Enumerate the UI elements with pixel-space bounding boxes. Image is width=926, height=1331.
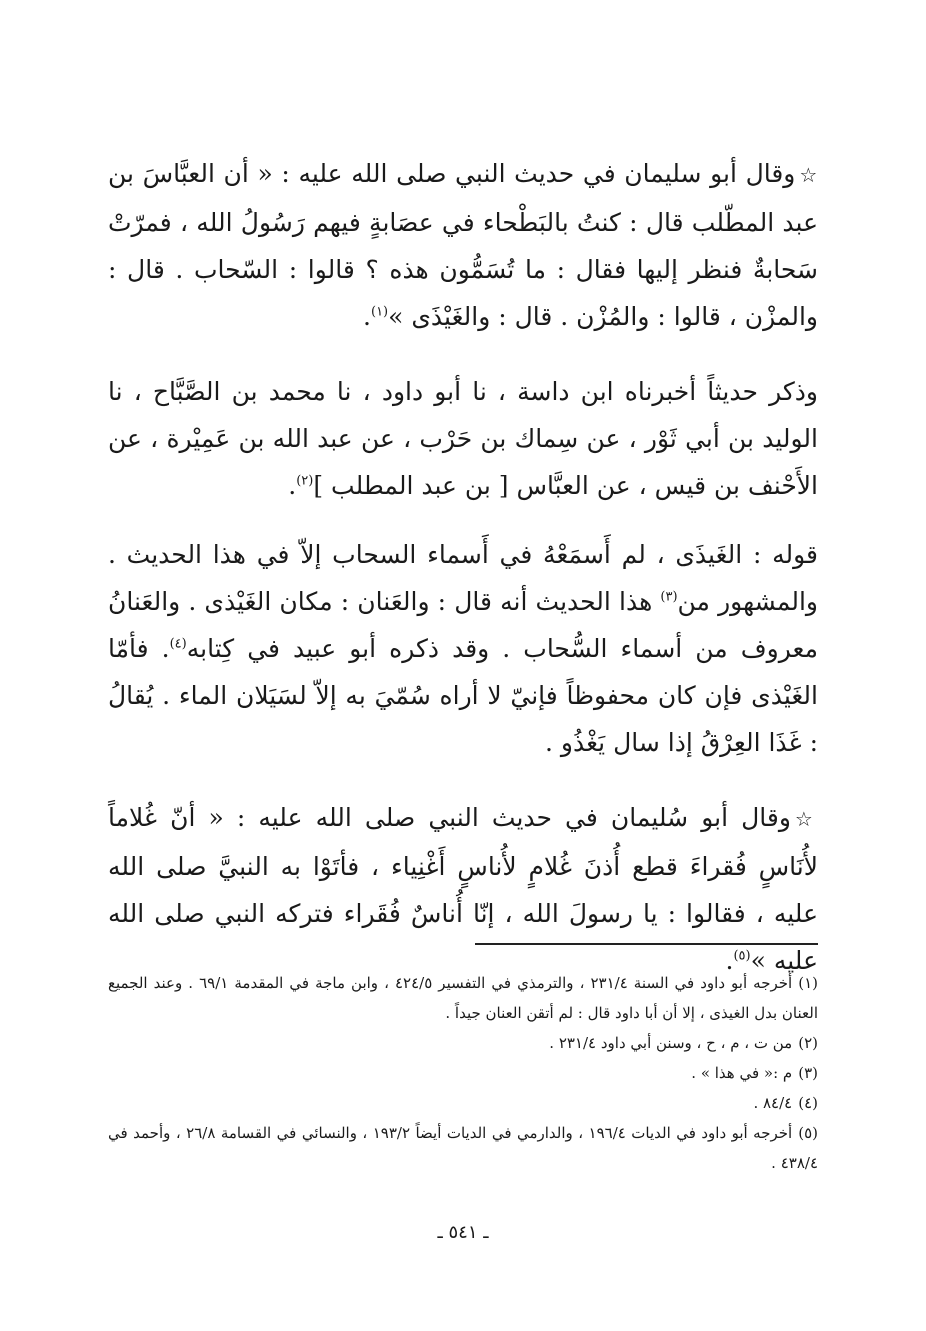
footnote-ref: (٢) [296, 473, 314, 489]
star-icon: ☆ [794, 807, 818, 831]
page-number: ـ ٥٤١ ـ [437, 1222, 489, 1243]
paragraph-text: . فأمّا الغَيْذى فإن كان محفوظاً فإنيّ لا أراه سُمّيَ به إلاّ لسَيَلان الماء . يُقالُ : غَذَا العِرْقُ إذا سال يَغْذُو . [108, 634, 818, 757]
main-text [108, 150, 818, 984]
footnote-number: (٤) [798, 1094, 818, 1112]
footnote-ref: (٤) [169, 636, 187, 652]
paragraph-text: . [725, 946, 734, 975]
footnote-3 [108, 1058, 818, 1088]
paragraph-text: هذا الحديث أنه قال : والعَنان : مكان الغَيْذى . والعَنانُ معروف من أسماء السُّحاب . وقد ذكره أبو عبيد في كِتابه [108, 587, 818, 663]
footnote-divider [475, 943, 818, 945]
footnote-ref: (٥) [733, 948, 751, 964]
footnote-number: (٥) [798, 1124, 818, 1142]
footnote-text: أخرجه أبو داود في السنة ٢٣١/٤ ، والترمذي في التفسير ٤٢٤/٥ ، وابن ماجة في المقدمة ٦٩/١ . وعند الجميع العنان بدل الغيذى ، إلا أن أبا داود قال : لم أتقن العنان جيداً . [108, 974, 818, 1022]
footnote-5 [108, 1118, 818, 1178]
footnote-number: (٢) [798, 1034, 818, 1052]
footnote-ref: (٣) [660, 589, 678, 605]
footnote-text: من ت ، م ، ح ، وسنن أبي داود ٢٣١/٤ . [549, 1034, 793, 1052]
footnote-ref: (١) [370, 304, 389, 320]
paragraph-text: وذكر حديثاً أخبرناه ابن داسة ، نا أبو داود ، نا محمد بن الصَّبَّاح ، نا الوليد بن أبي ثَوْر ، عن سِماك بن حَرْب ، عن عبد الله بن عَمِيْرة ، عن الأَحْنف بن قيس ، عن العبَّاس [ بن عبد المطلب ] [108, 377, 818, 500]
footnote-2 [108, 1028, 818, 1058]
footnote-1 [108, 968, 818, 1028]
paragraph-text: وقال أبو سليمان في حديث النبي صلى الله عليه : « أن العبَّاسَ بن عبد المطّلب قال : كنتُ بالبَطْحاء في عصَابةٍ فيهم رَسُولُ الله ، فمرّتْ سَحابةٌ فنظر إليها فقال : ما تُسَمُّون هذه ؟ قالوا : السّحاب . قال : والمزْن ، قالوا : والمُزْن . قال : والغَيْذَى » [108, 159, 818, 331]
paragraph-text: . [288, 471, 297, 500]
footnote-text: م :« في هذا » . [691, 1064, 793, 1082]
footnotes [108, 968, 818, 1178]
paragraph-text: . [363, 302, 371, 331]
footnote-text: ٨٤/٤ . [753, 1094, 793, 1112]
paragraph-4 [108, 794, 818, 984]
footnote-number: (٣) [798, 1064, 818, 1082]
paragraph-text: وقال أبو سُليمان في حديث النبي صلى الله عليه : « أنّ غُلاماً لأُنَاسٍ فُقراءَ قطع أُذنَ غُلامٍ لأُناسٍ أَغْنِياء ، فأتَوْا به النبيَّ صلى الله عليه ، فقالوا : يا رسولَ الله ، إنّا أُناسٌ فُقَراء فتركه النبي صلى الله عليه » [108, 803, 818, 975]
footnote-4 [108, 1088, 818, 1118]
star-icon: ☆ [799, 163, 819, 187]
paragraph-2 [108, 368, 818, 509]
paragraph-1 [108, 150, 818, 340]
footnote-number: (١) [798, 974, 818, 992]
footnote-text: أخرجه أبو داود في الديات ١٩٦/٤ ، والدارمي في الديات أيضاً ١٩٣/٢ ، والنسائي في القسامة ٢٦/٨ ، وأحمد في ٤٣٨/٤ . [108, 1124, 818, 1172]
paragraph-text: قوله : الغَيذَى ، لم أَسمَعْهُ في أَسماء السحاب إلاّ في هذا الحديث . والمشهور من [108, 540, 818, 616]
paragraph-3 [108, 531, 818, 766]
